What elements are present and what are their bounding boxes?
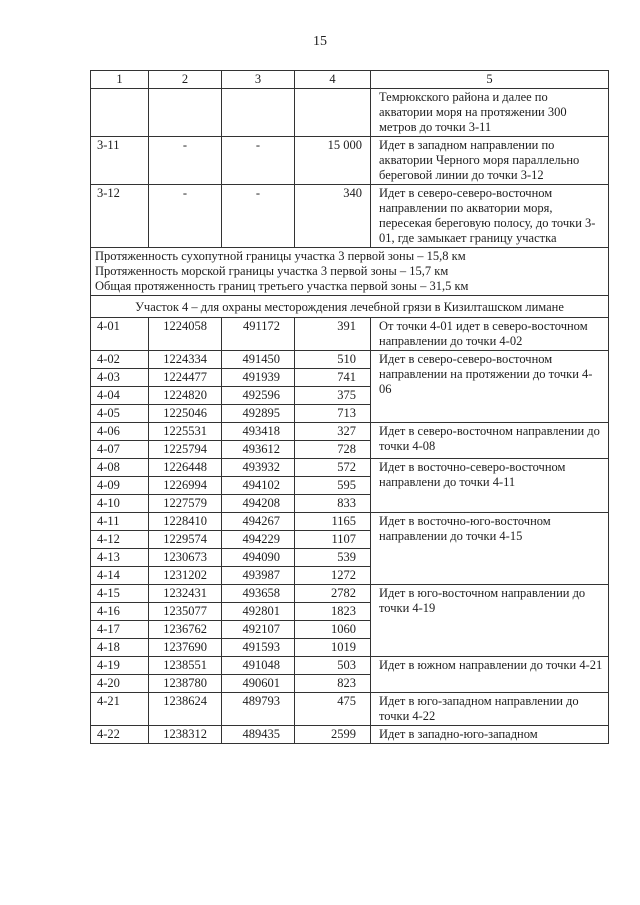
length-cell: 595 (295, 477, 371, 495)
x-cell: 1224820 (149, 387, 222, 405)
table-row (91, 657, 609, 675)
x-cell: 1225531 (149, 423, 222, 441)
section-row (91, 296, 609, 318)
length-cell: 391 (295, 318, 371, 351)
x-cell: 1224058 (149, 318, 222, 351)
header-cell: 2 (149, 71, 222, 89)
point-cell: 4-15 (91, 585, 149, 603)
length-cell: 572 (295, 459, 371, 477)
length-cell: 1060 (295, 621, 371, 639)
y-cell: 494090 (222, 549, 295, 567)
x-cell: 1238551 (149, 657, 222, 675)
table-row (91, 318, 609, 351)
point-cell: 4-20 (91, 675, 149, 693)
length-cell: 2782 (295, 585, 371, 603)
point-cell: 4-03 (91, 369, 149, 387)
y-cell: 493658 (222, 585, 295, 603)
point-cell: 4-18 (91, 639, 149, 657)
y-cell: 493612 (222, 441, 295, 459)
boundary-table (90, 70, 609, 744)
length-cell: 327 (295, 423, 371, 441)
description-cell: Идет в северо-восточном направлении до точки 4-08 (371, 423, 609, 459)
point-cell: 3-11 (91, 137, 149, 185)
description-cell: Идет в юго-западном направлении до точки 4-22 (371, 693, 609, 726)
y-cell: 491939 (222, 369, 295, 387)
y-cell: - (222, 185, 295, 248)
length-cell: 340 (295, 185, 371, 248)
point-cell: 4-05 (91, 405, 149, 423)
x-cell: 1229574 (149, 531, 222, 549)
length-cell: 833 (295, 495, 371, 513)
point-cell: 4-04 (91, 387, 149, 405)
y-cell: 491048 (222, 657, 295, 675)
point-cell: 4-16 (91, 603, 149, 621)
page-number: 15 (313, 34, 327, 49)
header-row (91, 71, 609, 89)
table-row (91, 726, 609, 744)
summary-cell (91, 248, 609, 296)
x-cell: 1231202 (149, 567, 222, 585)
x-cell: 1237690 (149, 639, 222, 657)
y-cell: 494102 (222, 477, 295, 495)
table-row (91, 693, 609, 726)
x-cell: 1236762 (149, 621, 222, 639)
table-row (91, 585, 609, 603)
point-cell: 4-11 (91, 513, 149, 531)
table-row (91, 89, 609, 137)
description-cell: Темрюкского района и далее по акватории моря на протяжении 300 метров до точки 3-11 (371, 89, 609, 137)
point-cell: 4-13 (91, 549, 149, 567)
table-row (91, 351, 609, 369)
description-cell: Идет в западно-юго-западном (371, 726, 609, 744)
x-cell: - (149, 185, 222, 248)
table-row (91, 423, 609, 441)
summary-line: Общая протяженность границ третьего участка первой зоны – 31,5 км (95, 279, 469, 293)
x-cell: 1224334 (149, 351, 222, 369)
y-cell: 494267 (222, 513, 295, 531)
length-cell: 823 (295, 675, 371, 693)
length-cell: 510 (295, 351, 371, 369)
x-cell: 1232431 (149, 585, 222, 603)
x-cell: 1226448 (149, 459, 222, 477)
point-cell (91, 89, 149, 137)
summary-line: Протяженность морской границы участка 3 первой зоны – 15,7 км (95, 264, 449, 278)
point-cell: 4-12 (91, 531, 149, 549)
y-cell: 491593 (222, 639, 295, 657)
point-cell: 3-12 (91, 185, 149, 248)
point-cell: 4-17 (91, 621, 149, 639)
x-cell: 1225794 (149, 441, 222, 459)
description-cell: От точки 4-01 идет в северо-восточном направлении до точки 4-02 (371, 318, 609, 351)
point-cell: 4-07 (91, 441, 149, 459)
description-cell: Идет в юго-восточном направлении до точки 4-19 (371, 585, 609, 657)
point-cell: 4-22 (91, 726, 149, 744)
point-cell: 4-14 (91, 567, 149, 585)
length-cell: 1165 (295, 513, 371, 531)
point-cell: 4-10 (91, 495, 149, 513)
description-cell: Идет в южном направлении до точки 4-21 (371, 657, 609, 693)
point-cell: 4-01 (91, 318, 149, 351)
x-cell: 1238624 (149, 693, 222, 726)
length-cell: 503 (295, 657, 371, 675)
y-cell: 489435 (222, 726, 295, 744)
length-cell: 713 (295, 405, 371, 423)
header-cell: 1 (91, 71, 149, 89)
description-cell: Идет в восточно-юго-восточном направлении до точки 4-15 (371, 513, 609, 585)
length-cell (295, 89, 371, 137)
x-cell: 1227579 (149, 495, 222, 513)
y-cell: 491172 (222, 318, 295, 351)
header-cell: 4 (295, 71, 371, 89)
y-cell: 490601 (222, 675, 295, 693)
length-cell: 15 000 (295, 137, 371, 185)
length-cell: 1019 (295, 639, 371, 657)
length-cell: 741 (295, 369, 371, 387)
header-cell: 3 (222, 71, 295, 89)
length-cell: 539 (295, 549, 371, 567)
summary-row (91, 248, 609, 296)
y-cell: 494229 (222, 531, 295, 549)
length-cell: 375 (295, 387, 371, 405)
header-cell: 5 (371, 71, 609, 89)
summary-line: Протяженность сухопутной границы участка 3 первой зоны – 15,8 км (95, 249, 466, 263)
y-cell: 493932 (222, 459, 295, 477)
y-cell: 489793 (222, 693, 295, 726)
description-cell: Идет в северо-северо-восточном направлении по акватории моря, пересекая береговую полосу, до точки 3-01, где замыкает границу участка (371, 185, 609, 248)
description-cell: Идет в западном направлении по акватории Черного моря параллельно береговой линии до точки 3-12 (371, 137, 609, 185)
y-cell: 493987 (222, 567, 295, 585)
y-cell: 492596 (222, 387, 295, 405)
y-cell: 492107 (222, 621, 295, 639)
y-cell: 494208 (222, 495, 295, 513)
point-cell: 4-06 (91, 423, 149, 441)
x-cell: 1238780 (149, 675, 222, 693)
description-cell: Идет в восточно-северо-восточном направлени до точки 4-11 (371, 459, 609, 513)
length-cell: 1823 (295, 603, 371, 621)
table-row (91, 185, 609, 248)
length-cell: 475 (295, 693, 371, 726)
x-cell: 1235077 (149, 603, 222, 621)
x-cell: 1224477 (149, 369, 222, 387)
point-cell: 4-08 (91, 459, 149, 477)
x-cell: 1226994 (149, 477, 222, 495)
description-cell: Идет в северо-северо-восточном направлении на протяжении до точки 4-06 (371, 351, 609, 423)
x-cell: - (149, 137, 222, 185)
point-cell: 4-21 (91, 693, 149, 726)
point-cell: 4-02 (91, 351, 149, 369)
table-row (91, 513, 609, 531)
x-cell: 1228410 (149, 513, 222, 531)
section-title: Участок 4 – для охраны месторождения лечебной грязи в Кизилташском лимане (91, 296, 609, 318)
length-cell: 1272 (295, 567, 371, 585)
x-cell: 1238312 (149, 726, 222, 744)
length-cell: 2599 (295, 726, 371, 744)
length-cell: 1107 (295, 531, 371, 549)
y-cell: 492801 (222, 603, 295, 621)
point-cell: 4-09 (91, 477, 149, 495)
x-cell (149, 89, 222, 137)
y-cell (222, 89, 295, 137)
x-cell: 1225046 (149, 405, 222, 423)
point-cell: 4-19 (91, 657, 149, 675)
table-row (91, 459, 609, 477)
table-row (91, 137, 609, 185)
length-cell: 728 (295, 441, 371, 459)
y-cell: - (222, 137, 295, 185)
y-cell: 491450 (222, 351, 295, 369)
x-cell: 1230673 (149, 549, 222, 567)
y-cell: 493418 (222, 423, 295, 441)
y-cell: 492895 (222, 405, 295, 423)
